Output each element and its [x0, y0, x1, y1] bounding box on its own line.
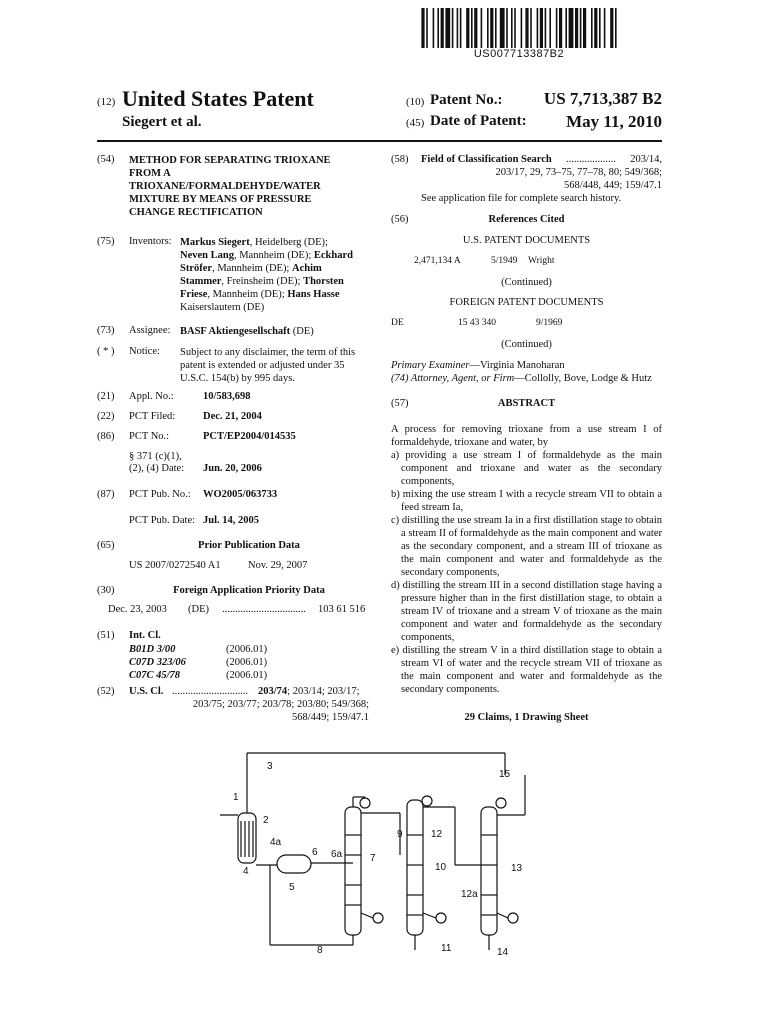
- uscl-dots: .............................: [172, 686, 249, 697]
- us-doc-date: 5/1949: [491, 256, 518, 266]
- pct-filed-label: PCT Filed:: [129, 411, 176, 422]
- abstract-code: (57): [391, 398, 409, 409]
- date-value: May 11, 2010: [566, 112, 662, 131]
- abstract-item: a) providing a use stream I of formaldehyde as the main component and trioxane and water as the secondary components,: [391, 450, 662, 487]
- us-docs-heading: U.S. PATENT DOCUMENTS: [462, 235, 591, 246]
- fr-doc-no: 15 43 340: [458, 318, 496, 328]
- intcl-version: (2006.01): [226, 657, 268, 668]
- prior-heading: Prior Publication Data: [198, 540, 300, 551]
- assignee: BASF Aktiengesellschaft (DE): [180, 326, 314, 337]
- us-doc-no: 2,471,134 A: [414, 256, 461, 266]
- condenser-1: [360, 798, 370, 808]
- drawing-label: 15: [499, 769, 511, 780]
- title-line: METHOD FOR SEPARATING TRIOXANE: [129, 155, 331, 166]
- drawing-label: 6a: [331, 849, 343, 860]
- drawing-label: 1: [233, 792, 239, 803]
- continued-foreign: (Continued): [501, 339, 552, 350]
- pub-date-value: Jul. 14, 2005: [203, 515, 260, 526]
- condenser-2: [422, 796, 432, 806]
- pct-filed-code: (22): [97, 411, 115, 422]
- barcode-bar: [616, 8, 618, 48]
- inventor-line: Stammer, Freinsheim (DE); Thorsten: [180, 276, 344, 287]
- abstract-item: c) distilling the use stream Ia in a first distillation stage to obtain a stream II of formaldehyde as the main component and water as the secondary component, and a stream III of trioxane as the main component and water and formaldehyde as the secondary components,: [391, 515, 662, 578]
- pct-no-label: PCT No.:: [129, 431, 170, 442]
- pub-date-label: PCT Pub. Date:: [129, 515, 196, 526]
- field-line3: 568/448, 449; 159/47.1: [563, 180, 662, 191]
- refs-heading: References Cited: [488, 214, 565, 225]
- process-drawing: [215, 745, 545, 965]
- inventor-line: Markus Siegert, Heidelberg (DE);: [180, 237, 328, 248]
- inventor-line: Kaiserslautern (DE): [180, 302, 265, 313]
- patent-no-code: (10): [406, 96, 425, 108]
- reboiler-3: [508, 913, 518, 923]
- notice-text: Subject to any disclaimer, the term of this patent is extended or adjusted under 35 U.S.C. 154(b) by 995 days.: [180, 347, 356, 384]
- header-divider: [97, 140, 662, 142]
- inventors-code: (75): [97, 236, 115, 247]
- examiner: Primary Examiner—Virginia Manoharan: [391, 360, 565, 371]
- abstract-body: [391, 423, 662, 696]
- condenser-3: [496, 798, 506, 808]
- foreign-date: Dec. 23, 2003: [108, 604, 167, 615]
- prior-date: Nov. 29, 2007: [248, 560, 308, 571]
- appl-value: 10/583,698: [203, 391, 251, 402]
- inventor-short: Siegert et al.: [122, 114, 202, 130]
- drawing-label: 5: [289, 882, 295, 893]
- claims-summary: 29 Claims, 1 Drawing Sheet: [464, 712, 589, 723]
- foreign-dots: ................................: [222, 604, 306, 615]
- inventors-list: [180, 236, 375, 314]
- drawing-label: 7: [370, 853, 376, 864]
- title-line: CHANGE RECTIFICATION: [129, 207, 263, 218]
- pct-no-code: (86): [97, 431, 115, 442]
- notice-label: Notice:: [129, 346, 160, 357]
- drawing-label: 2: [263, 815, 269, 826]
- appl-label: Appl. No.:: [129, 391, 174, 402]
- reboiler-2: [436, 913, 446, 923]
- intcl-class: B01D 3/00: [129, 644, 176, 655]
- inventors-label: Inventors:: [129, 236, 172, 247]
- drawing-label: 10: [435, 862, 447, 873]
- title-line: TRIOXANE/FORMALDEHYDE/WATER: [129, 181, 321, 192]
- drawing-label: 9: [397, 829, 403, 840]
- intcl-class: C07C 45/78: [129, 670, 181, 681]
- field-label: Field of Classification Search: [421, 154, 552, 165]
- intcl-version: (2006.01): [226, 644, 268, 655]
- pub-no-label: PCT Pub. No.:: [129, 489, 191, 500]
- pct-filed-value: Dec. 21, 2004: [203, 411, 262, 422]
- intcl-label: Int. Cl.: [129, 630, 161, 641]
- prior-code: (65): [97, 540, 115, 551]
- uscl-line3: 568/449; 159/47.1: [291, 712, 369, 723]
- drawing-label: 6: [312, 847, 318, 858]
- date-label: Date of Patent:: [430, 113, 527, 129]
- title-line: MIXTURE BY MEANS OF PRESSURE: [129, 194, 312, 205]
- fr-doc-country: DE: [391, 318, 404, 328]
- foreign-country: (DE): [188, 604, 209, 615]
- pct-no-value: PCT/EP2004/014535: [203, 431, 296, 442]
- notice-code: ( * ): [97, 346, 115, 357]
- abstract-item: b) mixing the use stream I with a recycle stream VII to obtain a feed stream Ia,: [391, 489, 662, 513]
- foreign-number: 103 61 516: [318, 604, 366, 615]
- abstract-heading: ABSTRACT: [497, 398, 556, 409]
- foreign-docs-heading: FOREIGN PATENT DOCUMENTS: [449, 297, 604, 308]
- appl-code: (21): [97, 391, 115, 402]
- refs-code: (56): [391, 214, 409, 225]
- foreign-code: (30): [97, 585, 115, 596]
- distillation-column-1: [345, 807, 361, 935]
- inventor-line: Neven Lang, Mannheim (DE); Eckhard: [180, 250, 353, 261]
- s371-line2: (2), (4) Date:: [129, 463, 185, 474]
- fr-doc-date: 9/1969: [536, 318, 563, 328]
- patent-title-heading: United States Patent: [122, 86, 314, 111]
- field-code: (58): [391, 154, 409, 165]
- foreign-heading: Foreign Application Priority Data: [173, 585, 325, 596]
- patent-no-label: Patent No.:: [430, 92, 503, 108]
- field-dots: ...................: [566, 154, 616, 165]
- drawing-label: 4: [243, 866, 249, 877]
- pub-no-value: WO2005/063733: [203, 489, 278, 500]
- uscl-label: U.S. Cl.: [129, 686, 164, 697]
- drawing-label: 3: [267, 761, 273, 772]
- intcl-version: (2006.01): [226, 670, 268, 681]
- abstract-item: d) distilling the stream III in a second distillation stage having a pressure higher than in the first distillation stage, to obtain a stream IV of trioxane and a stream V of trioxane as the main component and water and formaldehyde as the secondary components,: [391, 580, 662, 643]
- reboiler-1: [373, 913, 383, 923]
- country-code: (12): [97, 96, 116, 108]
- drawing-label: 13: [511, 863, 523, 874]
- abstract-intro: A process for removing trioxane from a use stream I of formaldehyde, trioxane and water, by: [391, 424, 662, 448]
- attorney: (74) Attorney, Agent, or Firm—Collolly, Bove, Lodge & Hutz: [391, 373, 652, 384]
- s371-value: Jun. 20, 2006: [203, 463, 262, 474]
- pub-no-code: (87): [97, 489, 115, 500]
- uscl-code: (52): [97, 686, 115, 697]
- barcode: [290, 8, 748, 48]
- field-line1: 203/14,: [630, 154, 662, 165]
- assignee-label: Assignee:: [129, 325, 171, 336]
- drawing-label: 12a: [461, 889, 478, 900]
- inventor-line: Friese, Mannheim (DE); Hans Hasse: [180, 289, 340, 300]
- drawing-label: 4a: [270, 837, 282, 848]
- date-code: (45): [406, 117, 425, 129]
- continued-us: (Continued): [501, 277, 552, 288]
- intcl-class: C07D 323/06: [129, 657, 186, 668]
- drawing-label: 8: [317, 945, 323, 956]
- barcode-number: US007713387B2: [473, 48, 565, 60]
- prior-pub: US 2007/0272540 A1: [129, 560, 221, 571]
- patent-no-value: US 7,713,387 B2: [543, 89, 662, 108]
- title-line: FROM A: [129, 168, 171, 179]
- s371-line1: § 371 (c)(1),: [129, 451, 182, 462]
- drawing-label: 12: [431, 829, 443, 840]
- field-line4: See application file for complete search history.: [421, 193, 622, 204]
- uscl-line1: 203/74; 203/14; 203/17;: [258, 686, 360, 697]
- distillation-column-3: [481, 807, 497, 935]
- abstract-item: e) distilling the stream V in a third distillation stage to obtain a stream VI of water and the recycle stream VII of trioxane as the main component and water and formaldehyde as the secondary components.: [391, 645, 662, 695]
- drawing-label: 14: [497, 947, 509, 958]
- invention-title: [129, 154, 369, 219]
- intcl-code: (51): [97, 630, 115, 641]
- uscl-line2: 203/75; 203/77; 203/78; 203/80; 549/368;: [192, 699, 369, 710]
- inventor-line: Ströfer, Mannheim (DE); Achim: [180, 263, 322, 274]
- mixing-vessel: [277, 855, 311, 873]
- title-code: (54): [97, 154, 115, 165]
- assignee-code: (73): [97, 325, 115, 336]
- field-line2: 203/17, 29, 73–75, 77–78, 80; 549/368;: [495, 167, 662, 178]
- us-doc-name: Wright: [528, 256, 555, 266]
- drawing-label: 11: [441, 943, 452, 954]
